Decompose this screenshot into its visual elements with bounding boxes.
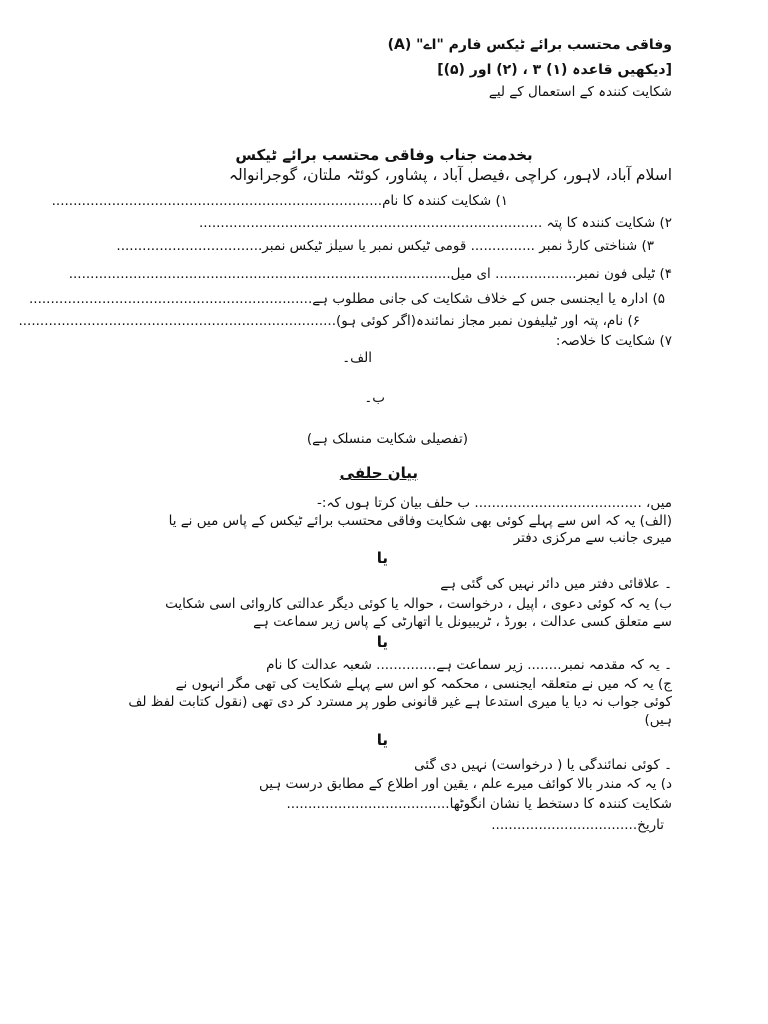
clause-jeem-line2: کوئی جواب نہ دیا یا میری استدعا ہے غیر قانونی طور پر مسترد کر دی تھی (نقول کتابت لفظ لف: [128, 694, 672, 710]
clause-bay-line1: ب) یہ کہ کوئی دعوی ، اپیل ، درخواست ، حوالہ یا کوئی دیگر عدالتی کاروائی اسی شکایت: [165, 596, 672, 612]
clause-bay-line2: سے متعلق کسی عدالت ، بورڈ ، ٹریبیونل یا اتھارٹی کے پاس زیر سماعت ہے: [253, 614, 672, 630]
field-complainant-address: ۲) شکایت کنندہ کا پتہ ................................................................................: [198, 215, 672, 231]
or-separator-3: یا: [376, 731, 388, 749]
clause-alif-line1: (الف) یہ کہ اس سے پہلے کوئی بھی شکایت وفاقی محتسب برائے ٹیکس کے پاس میں نے یا: [168, 513, 672, 529]
summary-item-bay: ب۔: [364, 390, 385, 406]
or-separator-1: یا: [376, 549, 388, 567]
clause-alif-line2: میری جانب سے مرکزی دفتر: [513, 530, 672, 546]
office-cities: اسلام آباد، لاہور، کراچی ،فیصل آباد ، پشاور، کوئٹہ ملتان، گوجرانوالہ: [228, 166, 672, 184]
affidavit-intro: میں، ....................................... ب حلف بیان کرتا ہوں کہ:-: [317, 495, 672, 511]
field-phone-email: ۴) ٹیلی فون نمبر................... ای میل.........................................................................................: [68, 266, 672, 282]
detailed-complaint-note: (تفصیلی شکایت منسلک ہے): [306, 431, 468, 447]
clause-jeem-line3: ہیں): [644, 712, 672, 728]
clause-alif-line3: ۔ علاقائی دفتر میں دائر نہیں کی گئی ہے: [440, 576, 672, 592]
clause-bay-line3: ۔ یہ کہ مقدمہ نمبر........ زیر سماعت ہے.............. شعبہ عدالت کا نام: [266, 657, 672, 673]
field-representative: ۶) نام، پتہ اور ٹیلیفون نمبر مجاز نمائندہ(اگر کوئی ہو)..........................................................................: [18, 313, 640, 329]
clause-dal: د) یہ کہ مندر بالا کوائف میرے علم ، یقین اور اطلاع کے مطابق درست ہیں: [258, 776, 672, 792]
field-cnic-ntn: ۳) شناختی کارڈ نمبر ............... قومی ٹیکس نمبر یا سیلز ٹیکس نمبر..................................: [116, 238, 654, 254]
field-agency-against: ۵) ادارہ یا ایجنسی جس کے خلاف شکایت کی جانی مطلوب ہے..................................................................: [29, 291, 665, 307]
affidavit-heading: بیان حلفی: [339, 464, 418, 482]
or-separator-2: یا: [376, 633, 388, 651]
rules-reference: [دیکھیں قاعدہ (۱) ۳ ، (۲) اور (۵)]: [437, 62, 672, 78]
complainant-use-note: شکایت کنندہ کے استعمال کے لیے: [488, 84, 672, 100]
form-title: وفاقی محتسب برائے ٹیکس فارم "اے" (A): [387, 37, 672, 53]
addressee-title: بخدمت جناب وفاقی محتسب برائے ٹیکس: [235, 146, 533, 164]
clause-jeem-line4: ۔ کوئی نمائندگی یا ( درخواست) نہیں دی گئی: [414, 757, 672, 773]
summary-item-alif: الف۔: [342, 350, 372, 366]
signature-line: شکایت کنندہ کا دستخط یا نشان انگوٹھا......................................: [286, 796, 672, 812]
field-complaint-summary: ۷) شکایت کا خلاصہ:: [555, 333, 672, 349]
clause-jeem-line1: ج) یہ کہ میں نے متعلقہ ایجنسی ، محکمہ کو اس سے پہلے شکایت کی تھی مگر انہوں نے: [175, 676, 672, 692]
field-complainant-name: ۱) شکایت کنندہ کا نام.............................................................................: [51, 193, 508, 209]
date-line: تاریخ..................................: [491, 817, 664, 833]
